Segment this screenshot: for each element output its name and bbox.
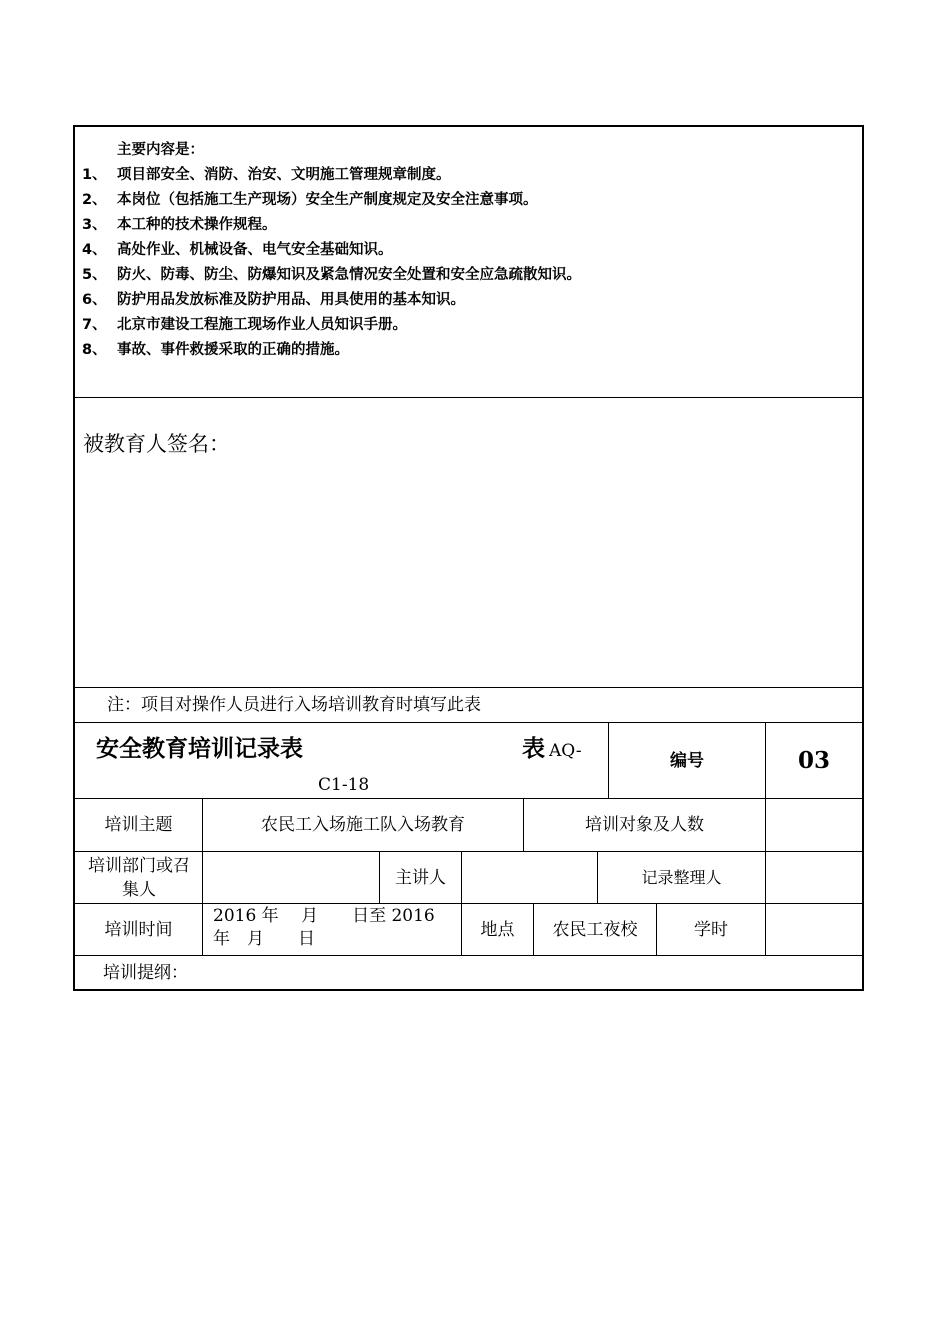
list-item bbox=[82, 213, 852, 238]
frame-top-border bbox=[73, 125, 864, 127]
list-item bbox=[82, 338, 852, 363]
item-text: 事故、事件救援采取的正确的措施。 bbox=[117, 342, 349, 358]
topic-label: 培训主题 bbox=[104, 815, 173, 835]
number-label: 编号 bbox=[670, 750, 704, 771]
item-text: 防护用品发放标准及防护用品、用具使用的基本知识。 bbox=[117, 292, 465, 308]
topic-value[interactable]: 农民工入场施工队入场教育 bbox=[261, 815, 465, 835]
list-item bbox=[82, 263, 852, 288]
item-number: 1、 bbox=[82, 167, 107, 183]
signature-area[interactable] bbox=[240, 420, 850, 675]
number-value: 03 bbox=[797, 746, 830, 774]
item-number: 2、 bbox=[82, 192, 107, 208]
main-content-list bbox=[82, 138, 852, 363]
table-prefix: 表 bbox=[522, 735, 545, 762]
place-label: 地点 bbox=[480, 919, 515, 940]
list-item bbox=[82, 313, 852, 338]
vline-time-1 bbox=[202, 903, 203, 956]
note-text: 注：项目对操作人员进行入场培训教育时填写此表 bbox=[107, 695, 481, 715]
frame-left-border bbox=[73, 125, 75, 991]
divider-time bbox=[75, 955, 862, 956]
place-value[interactable]: 农民工夜校 bbox=[552, 919, 638, 940]
hours-value[interactable] bbox=[766, 904, 862, 955]
item-text: 防火、防毒、防尘、防爆知识及紧急情况安全处置和安全应急疏散知识。 bbox=[117, 267, 581, 283]
outline-label: 培训提纲： bbox=[103, 963, 188, 983]
recorder-label: 记录整理人 bbox=[641, 867, 722, 887]
list-item bbox=[82, 238, 852, 263]
lecturer-label: 主讲人 bbox=[395, 867, 446, 888]
item-number: 8、 bbox=[82, 342, 107, 358]
list-item bbox=[82, 163, 852, 188]
form-title: 安全教育培训记录表 bbox=[96, 735, 303, 762]
item-number: 3、 bbox=[82, 217, 107, 233]
item-text: 高处作业、机械设备、电气安全基础知识。 bbox=[117, 242, 393, 258]
signature-label: 被教育人签名： bbox=[83, 432, 230, 456]
time-label: 培训时间 bbox=[104, 919, 173, 940]
audience-value[interactable] bbox=[766, 799, 862, 851]
form-code-part2: C1-18 bbox=[318, 775, 370, 795]
dept-label: 培训部门或召集人 bbox=[88, 855, 190, 900]
form-code-part1: AQ- bbox=[549, 741, 582, 761]
frame-bottom-border bbox=[73, 989, 864, 991]
item-number: 6、 bbox=[82, 292, 107, 308]
item-number: 4、 bbox=[82, 242, 107, 258]
dept-value[interactable] bbox=[203, 852, 379, 903]
audience-label: 培训对象及人数 bbox=[585, 815, 704, 835]
item-text: 北京市建设工程施工现场作业人员知识手册。 bbox=[117, 317, 407, 333]
divider-content bbox=[75, 397, 862, 398]
recorder-value[interactable] bbox=[766, 852, 862, 903]
item-number: 5、 bbox=[82, 267, 107, 283]
time-value[interactable]: 2016 年 月 日至 2016 年 月 日 bbox=[213, 906, 441, 949]
item-text: 本工种的技术操作规程。 bbox=[117, 217, 277, 233]
item-number: 7、 bbox=[82, 317, 107, 333]
hours-label: 学时 bbox=[694, 919, 728, 940]
lecturer-value[interactable] bbox=[462, 852, 597, 903]
content-intro: 主要内容是： bbox=[117, 142, 204, 158]
divider-signature bbox=[75, 687, 862, 688]
frame-right-border bbox=[862, 125, 864, 991]
form-code-prefix bbox=[522, 734, 582, 766]
item-text: 本岗位（包括施工生产现场）安全生产制度规定及安全注意事项。 bbox=[117, 192, 538, 208]
list-item bbox=[82, 188, 852, 213]
list-item bbox=[82, 288, 852, 313]
item-text: 项目部安全、消防、治安、文明施工管理规章制度。 bbox=[117, 167, 451, 183]
